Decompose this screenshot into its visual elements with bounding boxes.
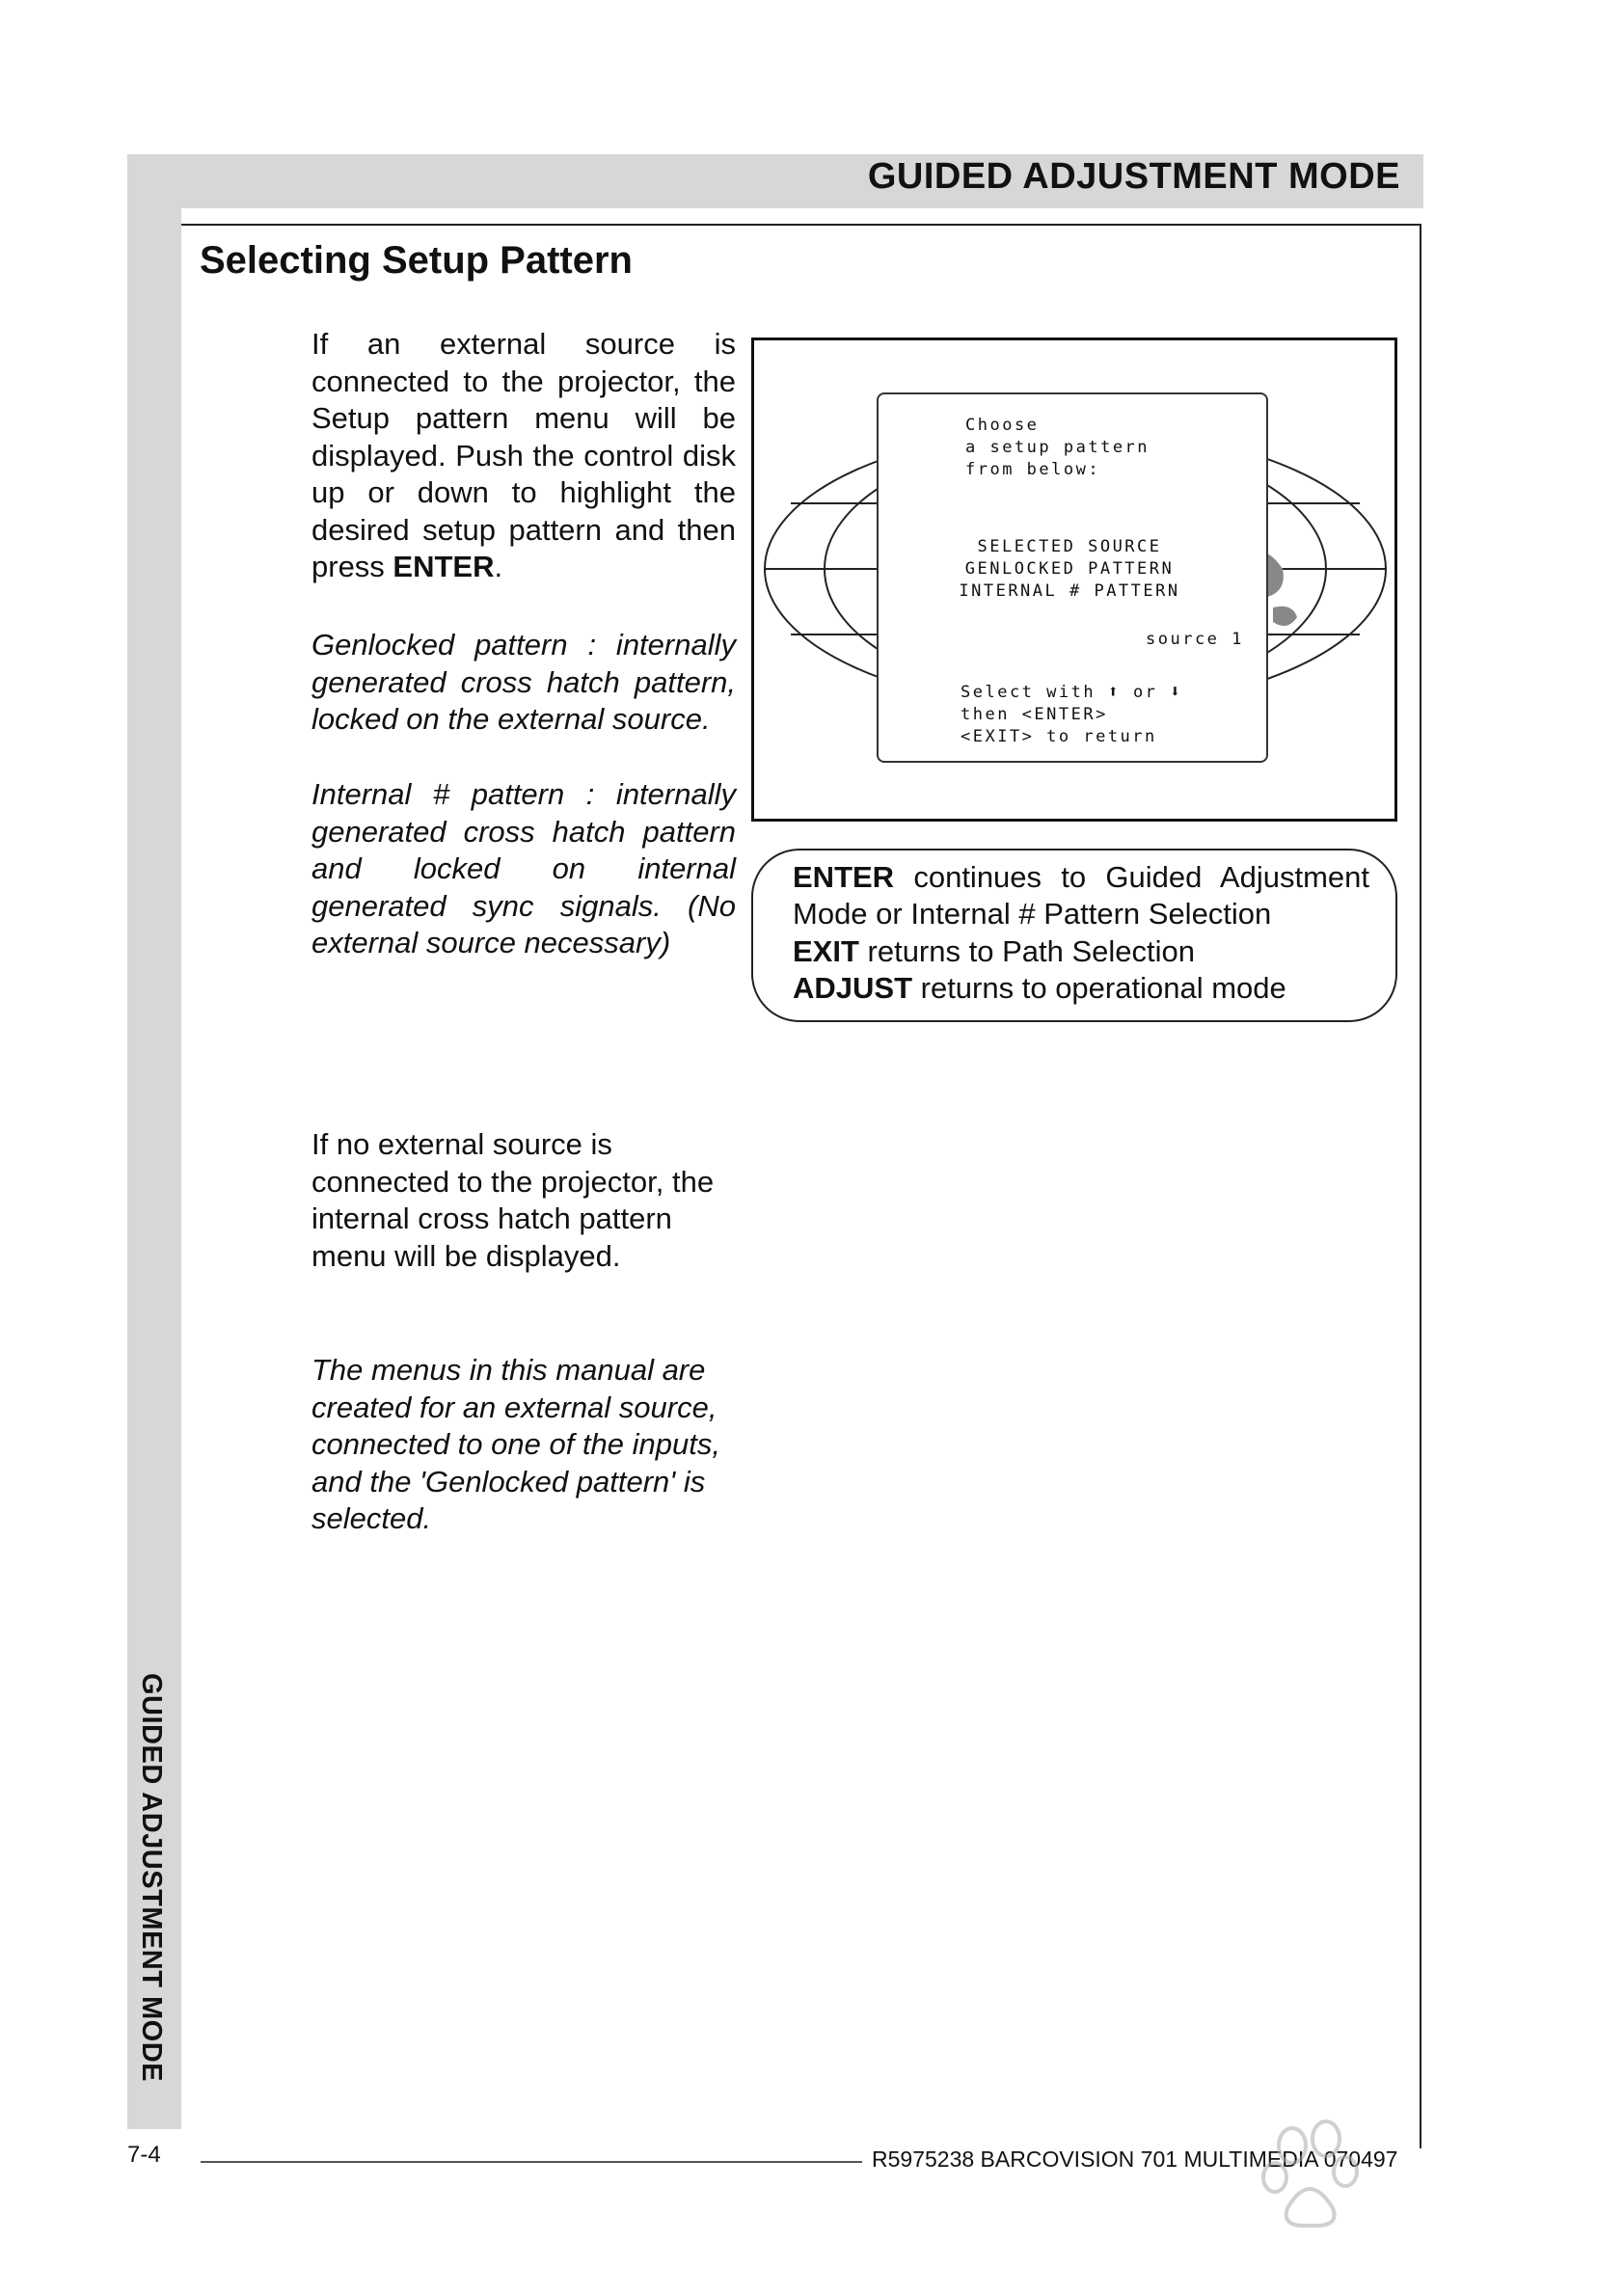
footer-doc-ref: R5975238 BARCOVISION 701 MULTIMEDIA 070497 xyxy=(872,2146,1398,2172)
menu-help xyxy=(961,681,1183,748)
exit-key-label: EXIT xyxy=(793,934,859,968)
option-internal-pattern[interactable]: INTERNAL # PATTERN xyxy=(959,581,1180,601)
enter-key-line-2: Mode or Internal # Pattern Selection xyxy=(793,897,1272,931)
adjust-key-line xyxy=(793,970,1286,1008)
internal-note: Internal # pattern : internally generated cross hatch pattern and locked on internal generated sync signals. (No external source necessary) xyxy=(311,777,736,959)
sidebar-label-text: GUIDED ADJUSTMENT MODE xyxy=(136,1673,167,2082)
genlocked-note: Genlocked pattern : internally generated cross hatch pattern, locked on the external source. xyxy=(311,628,736,736)
menu-options xyxy=(940,536,1199,603)
page-header-title: GUIDED ADJUSTMENT MODE xyxy=(867,156,1400,197)
help-line: then <ENTER> xyxy=(961,705,1108,724)
option-genlocked-pattern[interactable]: GENLOCKED PATTERN xyxy=(964,559,1175,579)
menu-prompt-line: a setup pattern xyxy=(965,438,1150,457)
intro-end: . xyxy=(494,550,503,583)
footer-rule xyxy=(201,2161,862,2163)
enter-key-label: ENTER xyxy=(793,860,895,894)
enter-key-desc: continues to Guided Adjustment xyxy=(894,860,1369,894)
adjust-key-label: ADJUST xyxy=(793,971,913,1005)
exit-key-line xyxy=(793,933,1195,971)
section-title: Selecting Setup Pattern xyxy=(200,239,633,282)
no-source-paragraph: If no external source is connected to the projector, the internal cross hatch pattern menu will be displayed. xyxy=(311,1127,715,1273)
arrow-down-icon: ⬇ xyxy=(1170,682,1183,702)
exit-key-desc: returns to Path Selection xyxy=(858,934,1195,968)
intro-paragraph xyxy=(311,326,736,586)
source-label: source 1 xyxy=(1146,630,1244,649)
adjust-key-desc: returns to operational mode xyxy=(912,971,1286,1005)
manual-note: The menus in this manual are created for an external source, connected to one of the inputs, and the 'Genlocked pattern' is selected. xyxy=(311,1353,720,1535)
arrow-up-icon: ⬆ xyxy=(1107,682,1122,702)
intro-text: If an external source is connected to the projector, the Setup pattern menu will be displayed. Push the control disk up or down to highlight the desired setup pattern and then press xyxy=(311,327,736,583)
help-or: or xyxy=(1132,683,1158,702)
sidebar-label xyxy=(135,1673,174,2117)
page-number: 7-4 xyxy=(127,2142,161,2168)
baidu-watermark-icon xyxy=(1148,2102,1572,2266)
option-selected-source[interactable]: SELECTED SOURCE xyxy=(977,537,1162,556)
enter-keyword: ENTER xyxy=(392,550,495,583)
menu-prompt xyxy=(965,415,1150,481)
menu-prompt-line: from below: xyxy=(965,460,1101,479)
help-line: <EXIT> to return xyxy=(961,727,1157,746)
help-select: Select with xyxy=(961,683,1096,702)
enter-key-line xyxy=(793,859,1369,897)
menu-prompt-line: Choose xyxy=(965,416,1040,435)
